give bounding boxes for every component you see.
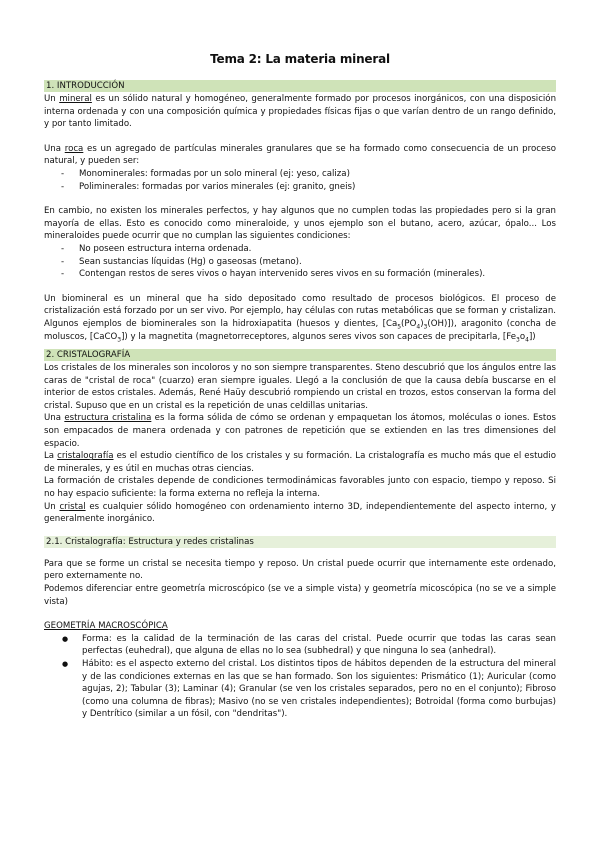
page-title: Tema 2: La materia mineral [210,52,390,66]
paragraph-mineraloide: En cambio, no existen los minerales perfectos, y hay algunos que no cumplen todas las propiedades pero si la gran mayoría de ellas. Esto es conocido como mineraloide, y unos ejemplo son el butano, acero, azúcar, ópalo... Los mineraloides puede ocurrir que no cumplan las siguientes condiciones: [44,206,556,242]
list-item: - Contengan restos de seres vivos o hayan intervenido seres vivos en su formación (minerales). [79,268,556,281]
paragraph-estructura-cristalina: Una estructura cristalina es la forma sólida de cómo se ordenan y empaquetan los átomos, moléculas o iones. Estos son empacados de manera ordenada y con patrones de repetición que se extienden en las tres dimensiones del espacio. [44,413,556,449]
section-heading-cristalografia: 2. CRISTALOGRAFÍA [44,349,556,361]
list-item: - No poseen estructura interna ordenada. [79,243,556,256]
paragraph-steno: Los cristales de los minerales son incoloros y no son siempre transparentes. Steno descubrió que los ángulos entre las caras de "cristal de roca" (cuarzo) eran siempre iguales. Llegó a la conclusión de que la causa debía buscarse en el interior de estos cristales. Además, René Haüy descubrió rompiendo un cristal en trozos, estos conservan la forma del cristal. Supuso que en un cristal es la repetición de unas celdillas unitarias. [44,363,556,411]
term-cristalografia: cristalografía [57,451,114,462]
list-item: - Sean sustancias líquidas (Hg) o gaseosas (metano). [79,256,556,269]
term-roca: roca [64,143,84,154]
paragraph-cristalografia: La cristalografía es el estudio científico de los cristales y su formación. La cristalografía es mucho más que el estudio de minerales, y es útil en muchas otras ciencias. [44,451,556,474]
paragraph-geometria: Podemos diferenciar entre geometría microscópico (se ve a simple vista) y geometría micoscópica (no se ve a simple vista) [44,584,556,607]
mineraloid-conditions-list [44,243,556,281]
heading-geometria-macroscopica: GEOMETRÍA MACROSCÓPICA [44,621,168,632]
paragraph-formacion: La formación de cristales depende de condiciones termodinámicas favorables junto con espacio, tiempo y reposo. Si no hay espacio suficiente: la forma externa no refleja la interna. [44,476,556,500]
macroscopic-list [44,633,556,721]
paragraph-mineral: Un mineral es un sólido natural y homogéneo, generalmente formado por procesos inorgánicos, con una disposición interna ordenada y con una composición química y propiedades físicas fijas o que varían dentro de un rango definido, y por tanto limitado. [44,94,557,130]
paragraph-tiempo-reposo: Para que se forme un cristal se necesita tiempo y reposo. Un cristal puede ocurrir que internamente este ordenado, pero externamente no. [44,558,556,582]
paragraph-cristal: Un cristal es cualquier sólido homogéneo con ordenamiento interno 3D, independientemente del aspecto interno, y generalmente inorgánico. [44,501,556,525]
term-cristal: cristal [59,501,86,512]
list-item: - Monominerales: formadas por un solo mineral (ej: yeso, caliza) [79,168,556,181]
list-item-habito: ● Hábito: es el aspecto externo del cristal. Los distintos tipos de hábitos dependen de la estructura del mineral y de las condiciones externas en las que se han formado. Son los siguientes: Prismático (1); Auricular (como agujas, 2); Tabular (3); Laminar (4); Granular (se ven los cristales separados, pero no en el conjunto); Fibroso (como una columna de fibras); Masivo (no se ven cristales independientes); Botroidal (forma como burbujas) y Dentrítico (similar a un fósil, con "dendritas"). [82,658,556,721]
rock-types-list [44,168,556,193]
list-item-forma: ● Forma: es la calidad de la terminación de las caras del cristal. Puede ocurrir que todas las caras sean perfectas (euhedral), que alguna de ellas no lo sea (subhedral) y que ninguna lo sea (anhedral). [82,633,556,658]
paragraph-roca: Una roca es un agregado de partículas minerales granulares que se ha formado como consecuencia de un proceso natural, y pueden ser: [44,143,556,167]
subsection-heading-estructura: 2.1. Cristalografía: Estructura y redes cristalinas [44,536,556,548]
paragraph-biomineral: Un biomineral es un mineral que ha sido depositado como resultado de procesos biológicos. El proceso de cristalización está forzado por un ser vivo. Por ejemplo, hay células con rutas metabólicas que se forman y cristalizan. Algunos ejemplos de biominerales son la hidroxiapatita (huesos y dientes, $[Ca_5(PO_4)_3(OH)]$), aragonito (concha de moluscos, [CaCO$_3$]) y la magnetita (magnetorreceptores, algunos seres vivos son capaces de precipitarla, $[Fe_3o_4]$) [44,293,556,344]
list-item: - Poliminerales: formadas por varios minerales (ej: granito, gneis) [79,181,556,194]
term-mineral: mineral [59,94,92,104]
term-estructura-cristalina: estructura cristalina [64,413,152,424]
section-heading-introduccion: 1. INTRODUCCIÓN [44,80,556,92]
